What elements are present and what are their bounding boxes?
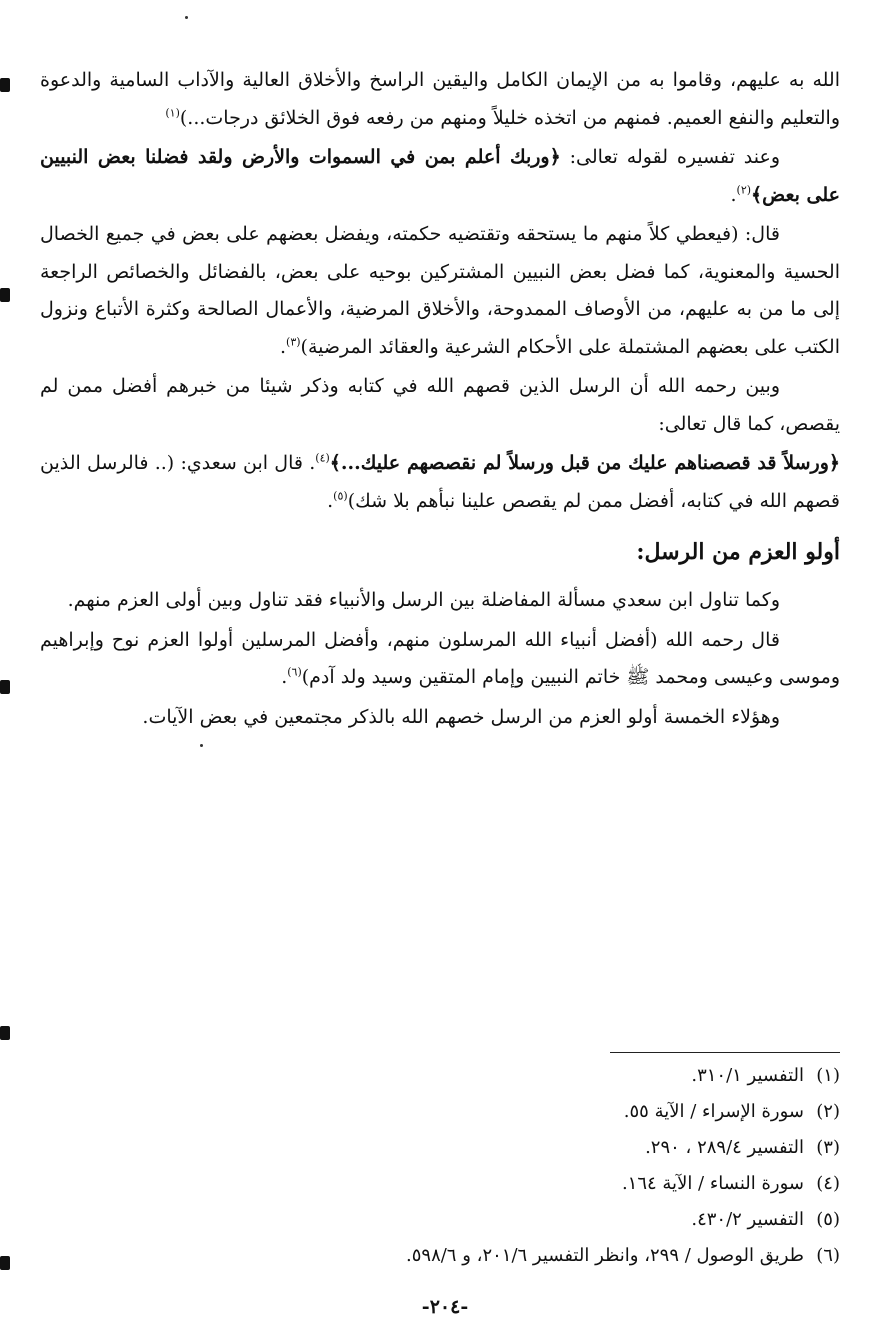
footnote-number: (٣) <box>816 1137 840 1158</box>
binding-mark <box>0 1026 10 1040</box>
footnote-number: (١) <box>816 1065 840 1086</box>
footnote-ref-6[interactable]: (٦) <box>287 665 302 679</box>
footnote-divider <box>610 1052 840 1053</box>
footnote-item <box>40 1130 840 1166</box>
footnote-item <box>40 1058 840 1094</box>
footnote-item <box>40 1238 840 1274</box>
paragraph-8: وهؤلاء الخمسة أولو العزم من الرسل خصهم الله بالذكر مجتمعين في بعض الآيات. <box>142 705 780 728</box>
footnote-number: (٥) <box>816 1209 840 1230</box>
scan-speck <box>200 744 203 747</box>
section-heading: أولو العزم من الرسل: <box>636 539 840 565</box>
footnote-ref-2[interactable]: (٢) <box>736 183 752 197</box>
page-number: -٢٠٤- <box>421 1296 469 1318</box>
footnote-ref-1[interactable]: (١) <box>165 106 180 120</box>
footnote-text: طريق الوصول / ٢٩٩، وانظر التفسير ٢٠١/٦، و ٥٩٨/٦. <box>406 1245 804 1266</box>
quran-verse: ﴿وربك أعلم بمن في السموات والأرض ولقد فضلنا بعض النبيين على بعض﴾ <box>40 146 840 206</box>
footnote-number: (٢) <box>816 1101 840 1122</box>
paragraph-6: وكما تناول ابن سعدي مسألة المفاضلة بين الرسل والأنبياء فقد تناول وبين أولى العزم منهم. <box>67 589 780 611</box>
footnote-text: التفسير ٣١٠/١. <box>691 1065 804 1086</box>
quran-verse: ﴿ورسلاً قد قصصناهم عليك من قبل ورسلاً لم نقصصهم عليك...﴾ <box>329 452 840 474</box>
footnote-ref-5[interactable]: (٥) <box>333 489 348 503</box>
footnote-ref-4[interactable]: (٤) <box>315 451 330 465</box>
footnotes <box>40 1058 840 1274</box>
footnote-text: التفسير ٢٨٩/٤ ، ٢٩٠. <box>645 1137 804 1158</box>
paragraph-2: وعند تفسيره لقوله تعالى: ﴿وربك أعلم بمن في السموات والأرض ولقد فضلنا بعض النبيين على بعض﴾$^{(٢)}$. <box>40 146 840 206</box>
footnote-ref-3[interactable]: (٣) <box>286 335 301 349</box>
page-body <box>40 62 840 738</box>
footnote-text: سورة الإسراء / الآية ٥٥. <box>623 1101 804 1122</box>
binding-mark <box>0 1256 10 1270</box>
binding-mark <box>0 680 10 694</box>
footnote-item <box>40 1166 840 1202</box>
footnote-text: التفسير ٤٣٠/٢. <box>691 1209 804 1230</box>
binding-mark <box>0 78 10 92</box>
footnote-number: (٤) <box>816 1173 840 1194</box>
footnote-item <box>40 1094 840 1130</box>
paragraph-5: ﴿ورسلاً قد قصصناهم عليك من قبل ورسلاً لم نقصصهم عليك...﴾$^{(٤)}$. قال ابن سعدي: (.. فالرسل الذين قصهم الله في كتابه، أفضل ممن لم يقصص علينا نبأهم بلا شك)$^{(٥)}$. <box>40 451 840 512</box>
binding-mark <box>0 288 10 302</box>
paragraph-1: الله به عليهم، وقاموا به من الإيمان الكامل واليقين الراسخ والأخلاق العالية والآداب السامية والدعوة والتعليم والنفع العميم. فمنهم من اتخذه خليلاً ومنهم من رفعه فوق الخلائق درجات...)$^{(١)}$ <box>40 69 840 129</box>
paragraph-3: قال: (فيعطي كلاً منهم ما يستحقه وتقتضيه حكمته، ويفضل بعضهم على بعض في جميع الخصال الحسية والمعنوية، كما فضل بعض النبيين المشتركين بوحيه على بعض، بالفضائل والخصائص الراجعة إلى ما من به عليهم، من الأوصاف الممدوحة، والأخلاق المرضية، والأعمال الصالحة وكثرة الأتباع ونزول الكتب على بعضهم المشتملة على الأحكام الشرعية والعقائد المرضية)$^{(٣)}$. <box>40 223 840 358</box>
footnote-item <box>40 1202 840 1238</box>
paragraph-4: وبين رحمه الله أن الرسل الذين قصهم الله في كتابه وذكر شيئا من خبرهم أفضل ممن لم يقصص، كما قال تعالى: <box>40 375 840 435</box>
scan-speck <box>185 16 188 19</box>
footnote-text: سورة النساء / الآية ١٦٤. <box>621 1173 804 1194</box>
paragraph-7: قال رحمه الله (أفضل أنبياء الله المرسلون منهم، وأفضل المرسلين أولوا العزم نوح وإبراهيم وموسى وعيسى ومحمد ﷺ خاتم النبيين وإمام المتقين وسيد ولد آدم)$^{(٦)}$. <box>40 628 840 688</box>
footnote-number: (٦) <box>816 1245 840 1266</box>
